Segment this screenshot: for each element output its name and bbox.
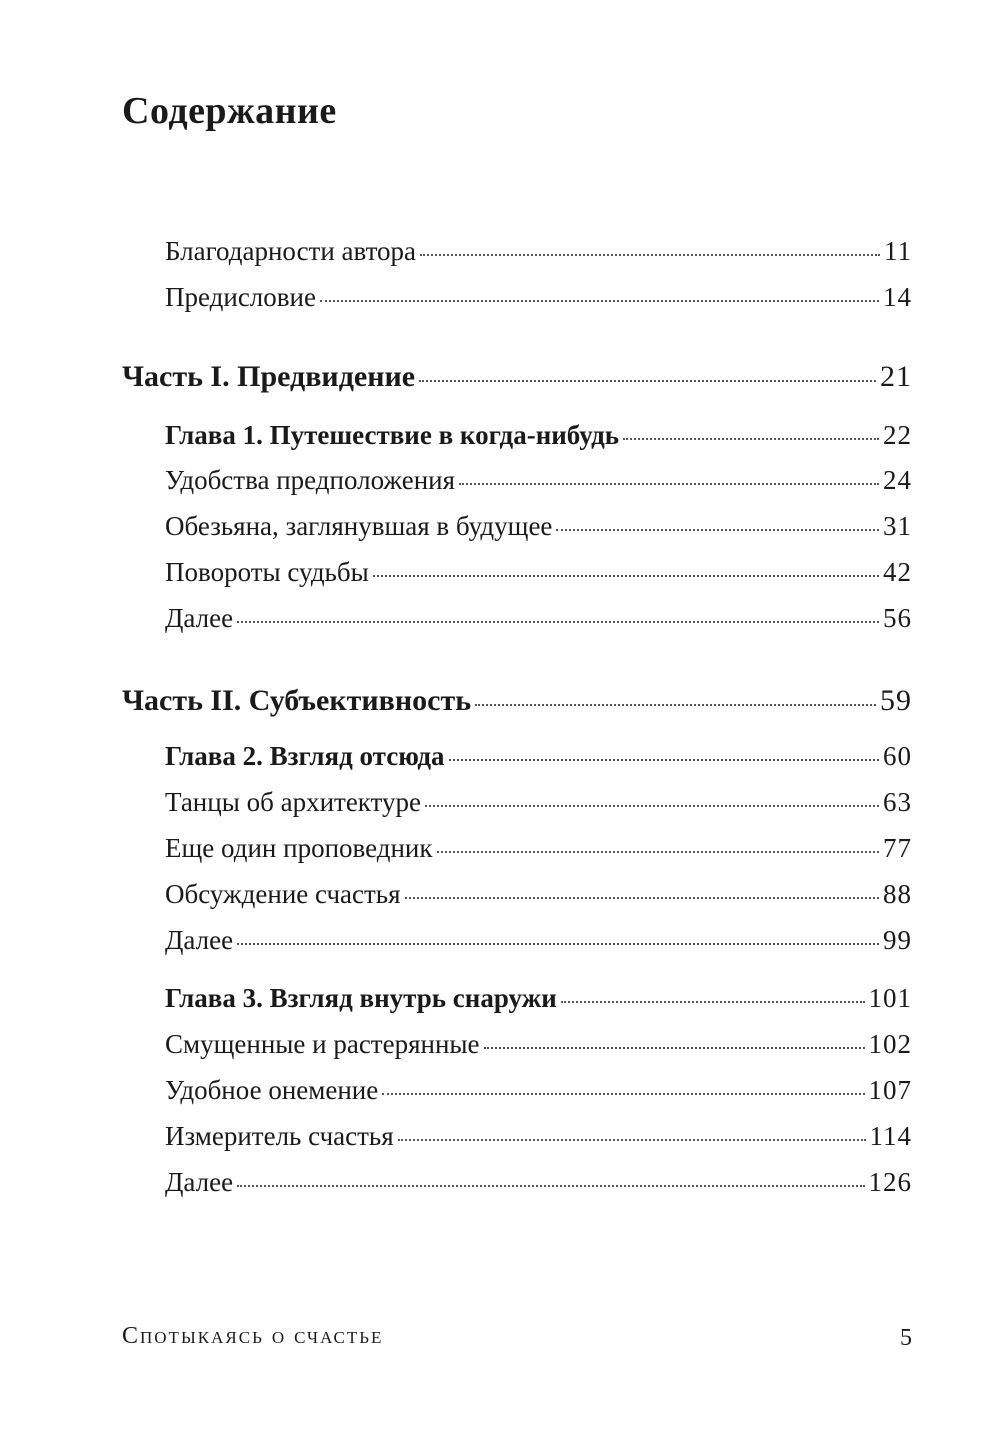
- toc-entry-label: Измеритель счастья: [165, 1121, 394, 1151]
- dot-leader: [237, 621, 879, 623]
- page-number: 5: [900, 1325, 912, 1351]
- toc-chapter-label: [165, 743, 445, 770]
- toc-part-page: 59: [880, 684, 912, 717]
- chapter-title: Взгляд отсюда: [269, 741, 445, 771]
- toc-entry[interactable]: [165, 1123, 912, 1150]
- toc-entry-page: 77: [883, 833, 912, 863]
- toc-chapter-page: 101: [868, 983, 912, 1013]
- dot-leader: [475, 704, 876, 706]
- toc-entry[interactable]: [165, 284, 912, 311]
- toc-entry[interactable]: [165, 1077, 912, 1104]
- toc-entry-page: 56: [883, 603, 912, 633]
- toc-entry-page: 99: [883, 925, 912, 955]
- page-title: Содержание: [122, 90, 337, 132]
- toc-entry[interactable]: [165, 238, 912, 265]
- toc-entry[interactable]: [165, 881, 912, 908]
- dot-leader: [484, 1047, 865, 1049]
- toc-entry-label: Повороты судьбы: [165, 557, 369, 587]
- chapter-title: Путешествие в когда-нибудь: [269, 420, 620, 450]
- toc-entry[interactable]: [165, 789, 912, 816]
- dot-leader: [419, 380, 876, 382]
- dot-leader: [237, 1185, 864, 1187]
- toc-entry-page: 107: [868, 1075, 912, 1105]
- dot-leader: [320, 300, 879, 302]
- dot-leader: [373, 575, 879, 577]
- dot-leader: [398, 1139, 866, 1141]
- toc-chapter-heading[interactable]: [165, 985, 912, 1012]
- chapter-number: Глава 1.: [165, 420, 263, 450]
- toc-entry-label: Еще один проповедник: [165, 833, 433, 863]
- dot-leader: [437, 851, 880, 853]
- dot-leader: [237, 943, 879, 945]
- toc-part-heading[interactable]: [122, 362, 912, 392]
- toc-entry-page: 102: [868, 1029, 912, 1059]
- toc-entry-page: 114: [869, 1121, 912, 1151]
- running-footer-title: Спотыкаясь о счастье: [122, 1323, 384, 1349]
- toc-chapter-heading[interactable]: [165, 743, 912, 770]
- toc-part-label: Часть I. Предвидение: [122, 360, 416, 393]
- dot-leader: [420, 254, 880, 256]
- toc-chapter-heading[interactable]: [165, 422, 912, 449]
- toc-entry[interactable]: [165, 605, 912, 632]
- dot-leader: [561, 1001, 865, 1003]
- dot-leader: [556, 529, 879, 531]
- toc-part-label: Часть II. Субъективность: [122, 684, 472, 717]
- dot-leader: [382, 1093, 864, 1095]
- toc-entry-page: 88: [883, 879, 912, 909]
- toc-chapter-label: [165, 422, 619, 449]
- toc-entry[interactable]: [165, 559, 912, 586]
- dot-leader: [623, 438, 879, 440]
- toc-entry[interactable]: [165, 467, 912, 494]
- toc-entry-page: 31: [883, 511, 912, 541]
- dot-leader: [405, 897, 879, 899]
- toc-entry-page: 14: [883, 282, 912, 312]
- toc-entry[interactable]: [165, 1169, 912, 1196]
- toc-part-page: 21: [880, 360, 912, 393]
- toc-entry[interactable]: [165, 513, 912, 540]
- toc-entry-label: Удобное онемение: [165, 1075, 379, 1105]
- dot-leader: [459, 483, 879, 485]
- toc-entry-label: Предисловие: [165, 282, 316, 312]
- chapter-number: Глава 3.: [165, 983, 263, 1013]
- chapter-number: Глава 2.: [165, 741, 263, 771]
- toc-entry-label: Удобства предположения: [165, 465, 456, 495]
- toc-entry[interactable]: [165, 1031, 912, 1058]
- toc-entry-label: Обезьяна, заглянувшая в будущее: [165, 511, 553, 541]
- toc-part-heading[interactable]: [122, 686, 912, 716]
- dot-leader: [449, 759, 879, 761]
- toc-entry-page: 63: [883, 787, 912, 817]
- toc-entry-page: 24: [883, 465, 912, 495]
- toc-entry-page: 42: [883, 557, 912, 587]
- toc-chapter-label: [165, 985, 557, 1012]
- toc-entry-page: 11: [884, 236, 912, 266]
- toc-entry-label: Смущенные и растерянные: [165, 1029, 480, 1059]
- toc-entry-label: Танцы об архитектуре: [165, 787, 421, 817]
- toc-entry[interactable]: [165, 927, 912, 954]
- dot-leader: [425, 805, 879, 807]
- toc-chapter-page: 22: [883, 420, 912, 450]
- toc-entry-page: 126: [868, 1167, 912, 1197]
- toc-entry-label: Далее: [165, 1167, 234, 1197]
- toc-entry[interactable]: [165, 835, 912, 862]
- toc-entry-label: Далее: [165, 603, 234, 633]
- toc-entry-label: Обсуждение счастья: [165, 879, 401, 909]
- toc-entry-label: Благодарности автора: [165, 236, 417, 266]
- chapter-title: Взгляд внутрь снаружи: [269, 983, 557, 1013]
- toc-entry-label: Далее: [165, 925, 234, 955]
- toc-chapter-page: 60: [883, 741, 912, 771]
